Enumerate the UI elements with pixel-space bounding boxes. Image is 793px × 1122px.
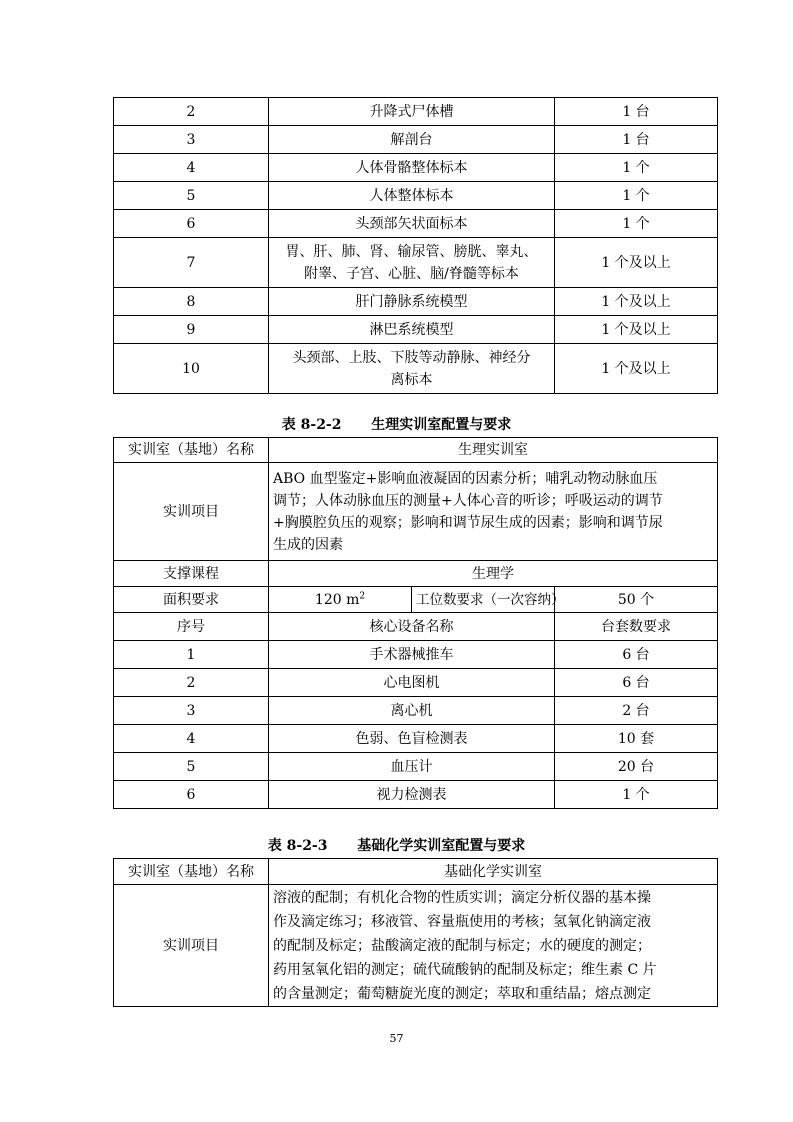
row-number: 2 (114, 669, 269, 697)
table-row (114, 859, 718, 885)
project-line: 溶液的配制；有机化合物的性质实训；滴定分析仪器的基本操 (273, 889, 651, 906)
row-number: 7 (114, 238, 269, 288)
project-description (269, 463, 718, 561)
equipment-quantity: 1 个及以上 (555, 316, 718, 344)
equipment-quantity: 1 个及以上 (555, 344, 718, 394)
equipment-table-continued (113, 97, 718, 394)
table-row (114, 463, 718, 561)
table-row (114, 697, 718, 725)
equipment-name: 离心机 (269, 697, 555, 725)
table-row (114, 98, 718, 126)
project-line: 的含量测定；葡萄糖旋光度的测定；萃取和重结晶；熔点测定 (273, 985, 651, 1002)
equipment-name: 淋巴系统模型 (269, 316, 555, 344)
table-row (114, 587, 718, 613)
table-row (114, 316, 718, 344)
project-line: 药用氢氧化铝的测定；硫代硫酸钠的配制及标定；维生素 C 片 (273, 961, 657, 978)
equipment-quantity: 1 台 (555, 126, 718, 154)
table-caption-number: 表 8-2-3 (267, 838, 328, 854)
project-line: +胸膜腔负压的观察；影响和调节尿生成的因素；影响和调节尿 (273, 514, 663, 531)
table-row (114, 182, 718, 210)
equipment-quantity: 20 台 (555, 753, 718, 781)
equipment-name: 升降式尸体槽 (269, 98, 555, 126)
row-number: 1 (114, 641, 269, 669)
equipment-quantity: 1 个及以上 (555, 238, 718, 288)
row-number: 6 (114, 781, 269, 809)
table-row (114, 561, 718, 587)
table-caption (0, 835, 793, 855)
physiology-lab-table (113, 437, 718, 809)
header-equipment: 核心设备名称 (269, 613, 555, 641)
area-label: 面积要求 (114, 587, 269, 613)
project-line: 调节；人体动脉血压的测量+人体心音的听诊；呼吸运动的调节 (273, 492, 663, 509)
equipment-name: 解剖台 (269, 126, 555, 154)
equipment-name: 视力检测表 (269, 781, 555, 809)
table-row (114, 753, 718, 781)
table-row (114, 210, 718, 238)
project-description (269, 885, 718, 1007)
table-row (114, 725, 718, 753)
room-label: 实训室（基地）名称 (114, 438, 269, 463)
equipment-name: 血压计 (269, 753, 555, 781)
project-line: 作及滴定练习；移液管、容量瓶使用的考核；氢氧化钠滴定液 (273, 913, 651, 930)
equipment-name (269, 238, 555, 288)
project-label: 实训项目 (114, 463, 269, 561)
equipment-quantity: 6 台 (555, 669, 718, 697)
equipment-quantity: 1 个 (555, 154, 718, 182)
equipment-name: 色弱、色盲检测表 (269, 725, 555, 753)
table-row (114, 154, 718, 182)
equipment-quantity: 6 台 (555, 641, 718, 669)
project-line: 生成的因素 (273, 536, 343, 553)
row-number: 6 (114, 210, 269, 238)
table-header-row (114, 613, 718, 641)
project-line: ABO 血型鉴定+影响血液凝固的因素分析；哺乳动物动脉血压 (273, 470, 658, 487)
table-row (114, 438, 718, 463)
header-quantity: 台套数要求 (555, 613, 718, 641)
equipment-name: 肝门静脉系统模型 (269, 288, 555, 316)
row-number: 9 (114, 316, 269, 344)
table-caption-title: 基础化学实训室配置与要求 (357, 838, 526, 854)
equipment-name-line: 附睾、子宫、心脏、脑/脊髓等标本 (304, 265, 519, 282)
course-label: 支撑课程 (114, 561, 269, 587)
equipment-name: 人体整体标本 (269, 182, 555, 210)
equipment-name-line: 离标本 (390, 371, 433, 388)
page-number: 57 (389, 1032, 404, 1045)
equipment-quantity: 1 个 (555, 210, 718, 238)
area-value (269, 587, 412, 613)
equipment-name-line: 胃、肝、肺、肾、输尿管、膀胱、睾丸、 (285, 243, 538, 260)
area-number: 120 m (314, 591, 360, 608)
row-number: 3 (114, 697, 269, 725)
area-exponent: 2 (359, 590, 366, 601)
station-label: 工位数要求（一次容纳） (412, 587, 555, 613)
table-caption (0, 414, 793, 434)
course-value: 生理学 (269, 561, 718, 587)
row-number: 4 (114, 154, 269, 182)
table-row (114, 885, 718, 1007)
table-caption-number: 表 8-2-2 (281, 417, 342, 433)
row-number: 2 (114, 98, 269, 126)
equipment-quantity: 1 个及以上 (555, 288, 718, 316)
chemistry-lab-table (113, 858, 718, 1007)
equipment-name: 心电图机 (269, 669, 555, 697)
header-number: 序号 (114, 613, 269, 641)
row-number: 5 (114, 753, 269, 781)
project-line: 的配制及标定；盐酸滴定液的配制与标定；水的硬度的测定； (273, 937, 651, 954)
equipment-name (269, 344, 555, 394)
equipment-name: 手术器械推车 (269, 641, 555, 669)
equipment-quantity: 1 台 (555, 98, 718, 126)
equipment-name: 人体骨骼整体标本 (269, 154, 555, 182)
row-number: 4 (114, 725, 269, 753)
room-label: 实训室（基地）名称 (114, 859, 269, 885)
row-number: 5 (114, 182, 269, 210)
row-number: 3 (114, 126, 269, 154)
table-row (114, 238, 718, 288)
row-number: 10 (114, 344, 269, 394)
room-value: 基础化学实训室 (269, 859, 718, 885)
room-value: 生理实训室 (269, 438, 718, 463)
equipment-quantity: 1 个 (555, 781, 718, 809)
equipment-name: 头颈部矢状面标本 (269, 210, 555, 238)
equipment-quantity: 1 个 (555, 182, 718, 210)
table-row (114, 288, 718, 316)
equipment-name-line: 头颈部、上肢、下肢等动静脉、神经分 (292, 349, 531, 366)
project-label: 实训项目 (114, 885, 269, 1007)
row-number: 8 (114, 288, 269, 316)
station-value: 50 个 (555, 587, 718, 613)
table-row (114, 781, 718, 809)
equipment-quantity: 2 台 (555, 697, 718, 725)
table-row (114, 126, 718, 154)
table-row (114, 669, 718, 697)
table-caption-title: 生理实训室配置与要求 (371, 417, 512, 433)
table-row (114, 344, 718, 394)
equipment-quantity: 10 套 (555, 725, 718, 753)
table-row (114, 641, 718, 669)
